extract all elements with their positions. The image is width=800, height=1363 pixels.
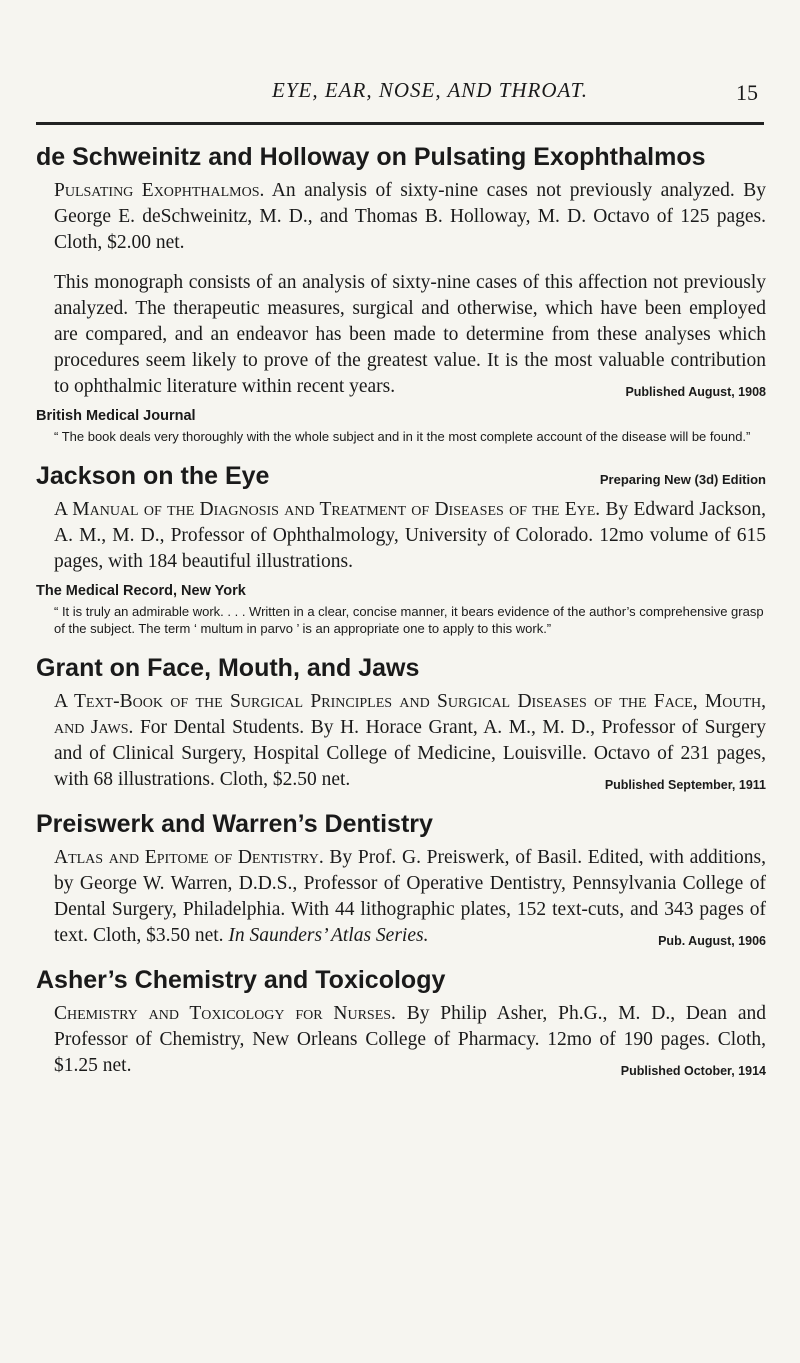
entry-title: Grant on Face, Mouth, and Jaws: [36, 654, 420, 682]
entry-title: de Schweinitz and Holloway on Pulsating Exophthalmos: [36, 143, 706, 171]
entry-series: In Saunders’ Atlas Series.: [228, 925, 429, 946]
page-number: 15: [736, 80, 758, 105]
entry-title-row: [36, 461, 766, 491]
entry-description: [36, 497, 766, 575]
review-quote: “ It is truly an admirable work. . . . Written in a clear, concise manner, it bears evidence of the author’s comprehensive grasp of the subject. The term ‘ multum in parvo ’ is an appropriate one to apply to this work.”: [54, 604, 764, 636]
entry-description: [36, 1001, 766, 1079]
entry-body: For Dental Students. By H. Horace Grant, A. M., M. D., Professor of Surgery and of Clinical Surgery, Hospital College of Medicine, Louisville. Octavo of 231 pages, with 68 illustrations. Cloth, $2.50 net.: [54, 717, 767, 790]
catalog-entry-grant: [36, 653, 766, 793]
catalog-entry-preiswerk: [36, 809, 766, 949]
running-head: EYE, EAR, NOSE, AND THROAT.: [272, 78, 588, 102]
catalog-entry-jackson: [36, 461, 766, 637]
entry-body: By Edward Jackson, A. M., M. D., Professor of Ophthalmology, University of Colorado. 12mo volume of 615 pages, with 184 beautiful illustrations.: [54, 499, 767, 572]
review-source: British Medical Journal: [36, 408, 196, 424]
catalog-entries: [36, 142, 766, 1095]
edition-note: Preparing New (3d) Edition: [599, 472, 766, 487]
entry-title: Jackson on the Eye: [36, 462, 270, 490]
entry-title: Preiswerk and Warren’s Dentistry: [36, 810, 433, 838]
catalog-entry-deschweinitz: [36, 142, 766, 445]
publication-date: Published October, 1914: [620, 1064, 766, 1078]
entry-lead: Chemistry and Toxicology for Nurses.: [54, 1003, 396, 1024]
entry-extra: This monograph consists of an analysis of sixty-nine cases of this affection not previously analyzed. The therapeutic measures, surgical and otherwise, which have been employed are compared, and an endeavor has been made to determine from these analyses which procedures seem likely to prove of the greatest value. It is the most valuable contribution to ophthalmic literature within recent years.: [54, 272, 766, 397]
entry-body: By Prof. G. Preiswerk, of Basil. Edited, with additions, by George W. Warren, D.D.S., Professor of Operative Dentistry, Pennsylvania College of Dental Surgery, Philadelphia. With 44 lithographic plates, 152 text-cuts, and 343 pages of text. Cloth, $3.50 net.: [54, 847, 766, 946]
entry-description: [36, 178, 766, 256]
publication-date: Published September, 1911: [604, 778, 766, 792]
entry-description: [36, 689, 766, 793]
catalog-entry-asher: [36, 965, 766, 1079]
entry-extra-description: [36, 270, 766, 400]
header-rule: [36, 122, 764, 125]
entry-lead: Pulsating Exophthalmos.: [54, 180, 265, 201]
entry-lead: A Manual of the Diagnosis and Treatment of Diseases of the Eye.: [54, 499, 601, 520]
entry-body: By Philip Asher, Ph.G., M. D., Dean and Professor of Chemistry, New Orleans College of Pharmacy. 12mo of 190 pages. Cloth, $1.25 net.: [54, 1003, 766, 1076]
entry-body: An analysis of sixty-nine cases not previously analyzed. By George E. deSchweinitz, M. D., and Thomas B. Holloway, M. D. Octavo of 125 pages. Cloth, $2.00 net.: [54, 180, 766, 253]
review-quote: “ The book deals very thoroughly with the whole subject and in it the most complete account of the disease will be found.”: [54, 429, 751, 444]
entry-description: [36, 845, 766, 949]
entry-title: Asher’s Chemistry and Toxicology: [36, 966, 446, 994]
review-source: The Medical Record, New York: [36, 583, 246, 599]
entry-lead: A Text-Book of the Surgical Principles and Surgical Diseases of the Face, Mouth, and Jaws.: [54, 691, 766, 738]
entry-lead: Atlas and Epitome of Dentistry.: [54, 847, 324, 868]
publication-date: Pub. August, 1906: [658, 934, 766, 948]
publication-date: Published August, 1908: [625, 385, 766, 399]
